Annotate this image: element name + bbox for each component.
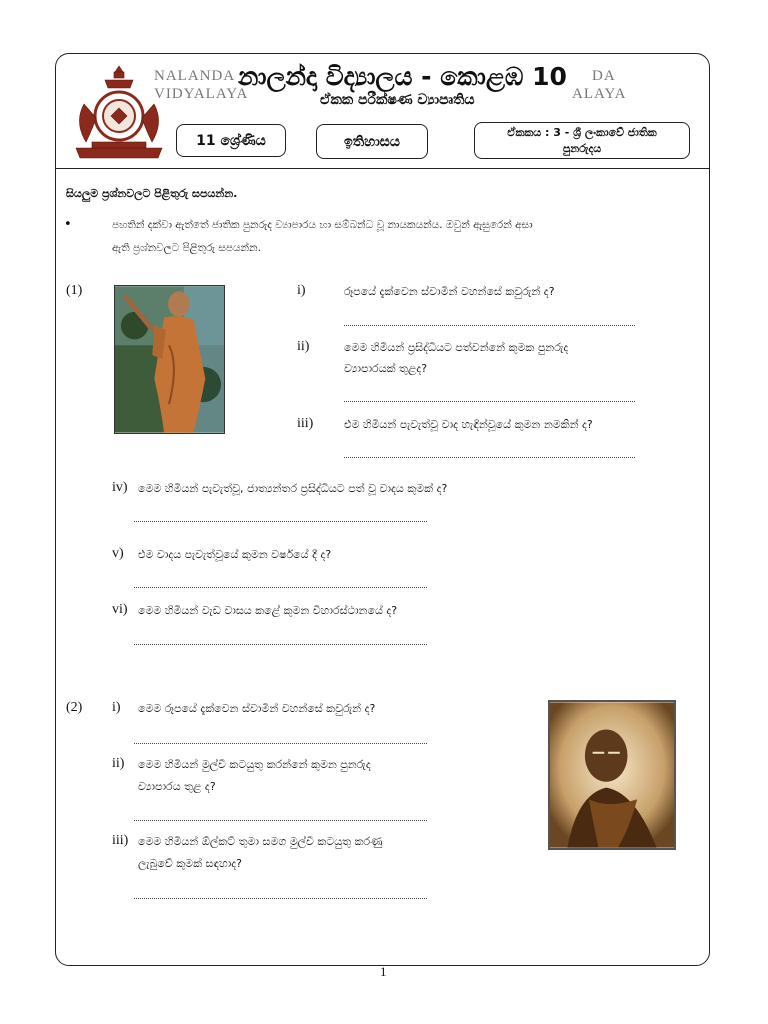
subject-box bbox=[316, 124, 428, 159]
main-instruction: සියලුම ප්‍රශ්නවලට පිළිතුරු සපයන්න. bbox=[66, 187, 238, 200]
ghost-text-right-1: DA bbox=[592, 68, 616, 84]
q2-i-text: මෙම රූපයේ දැක්වෙන ස්වාමීන් වහන්සේ කවුරුන් ද? bbox=[138, 702, 376, 715]
q1-ii-answer-line[interactable] bbox=[344, 401, 635, 402]
q2-i-answer-line[interactable] bbox=[134, 743, 427, 744]
q1-iii-label: iii) bbox=[297, 416, 314, 431]
q1-iii-text: එම හිමියන් පැවැත්වූ වාද හැඳින්වූයේ කුමන නමකින් ද? bbox=[344, 418, 593, 431]
unit-box bbox=[474, 122, 690, 159]
intro-line-1: පහතින් දක්වා ඇත්තේ ජාතික පුනරුද ව්‍යාපාරය හා සම්බන්ධ වූ නායකයන්ය. ඔවුන් ඇසුරෙන් අසා bbox=[112, 219, 533, 231]
q2-ii-label: ii) bbox=[112, 756, 125, 771]
q1-vi-text: මෙම හිමියන් වැඩ වාසය කළේ කුමන විහාරස්ථානයේ ද? bbox=[138, 604, 398, 617]
q1-i-answer-line[interactable] bbox=[344, 325, 635, 326]
grade-box bbox=[176, 124, 286, 157]
q2-ii-text-1: මෙම හිමියන් මුල්වී කටයුතු කරන්නේ කුමන පුනරුද bbox=[138, 758, 371, 771]
q2-ii-answer-line[interactable] bbox=[134, 820, 427, 821]
ghost-text-nalanda: NALANDA bbox=[154, 68, 236, 84]
test-name: ඒකක පරීක්ෂණ ව්‍යාපෘතිය bbox=[320, 92, 475, 108]
subject-label: ඉතිහාසය bbox=[344, 133, 400, 150]
q1-i-label: i) bbox=[297, 283, 306, 298]
grade-label: 11 ශ්‍රේණිය bbox=[196, 132, 266, 149]
ghost-text-right-2: ALAYA bbox=[572, 86, 627, 102]
question-2-number: (2) bbox=[66, 700, 83, 715]
bullet: • bbox=[64, 217, 72, 232]
header-divider bbox=[56, 168, 709, 169]
ghost-text-vidyalaya: VIDYALAYA bbox=[154, 86, 249, 102]
q1-vi-answer-line[interactable] bbox=[134, 644, 427, 645]
question-1-number: (1) bbox=[66, 283, 83, 298]
q2-iii-answer-line[interactable] bbox=[134, 898, 427, 899]
q1-iv-text: මෙම හිමියන් පැවැත්වූ, ජාත්‍යන්තර ප්‍රසිද්ධියට පත් වූ වාදය කුමක් ද? bbox=[138, 482, 448, 495]
q1-iv-answer-line[interactable] bbox=[134, 521, 427, 522]
school-title: නාලන්දා විද්‍යාලය - කොළඹ 10 bbox=[238, 62, 567, 91]
q1-iii-answer-line[interactable] bbox=[344, 457, 635, 458]
q1-ii-text-1: මෙම හිමියන් ප්‍රසිද්ධියට පත්වන්නේ කුමක පුනරුද bbox=[344, 341, 569, 354]
monk-portrait-sepia-image bbox=[548, 700, 676, 850]
q1-i-text: රූපයේ දැක්වෙන ස්වාමීන් වහන්සේ කවුරුන් ද? bbox=[344, 285, 555, 298]
q1-iv-label: iv) bbox=[112, 480, 128, 495]
q2-iii-text-1: මෙම හිමියන් ඕල්කට් තුමා සමග මුල්වී කටයුතු කරණු bbox=[138, 835, 383, 848]
unit-line-2: පුනරුදය bbox=[562, 142, 602, 155]
q1-vi-label: vi) bbox=[112, 602, 128, 617]
monk-portrait-standing-image bbox=[114, 285, 225, 434]
q1-v-label: v) bbox=[112, 546, 124, 561]
q2-iii-label: iii) bbox=[112, 833, 129, 848]
q2-iii-text-2: ලැබුවේ කුමක් සඳහාද? bbox=[138, 857, 243, 870]
q1-ii-label: ii) bbox=[297, 339, 310, 354]
q2-i-label: i) bbox=[112, 700, 121, 715]
q1-v-answer-line[interactable] bbox=[134, 587, 427, 588]
q1-v-text: එම වාදය පැවැත්වූයේ කුමන වර්ෂයේ දී ද? bbox=[138, 548, 332, 561]
page-number: 1 bbox=[380, 964, 387, 979]
intro-line-2: ඇති ප්‍රශ්නවලට පිළිතුරු සපයන්න. bbox=[112, 242, 261, 254]
unit-line-1: ඒකකය : 3 - ශ්‍රී ලංකාවේ ජාතික bbox=[507, 126, 657, 139]
q1-ii-text-2: ව්‍යාපාරයක් තුළද? bbox=[344, 362, 428, 375]
q2-ii-text-2: ව්‍යාපාරය තුළ ද? bbox=[138, 780, 216, 793]
